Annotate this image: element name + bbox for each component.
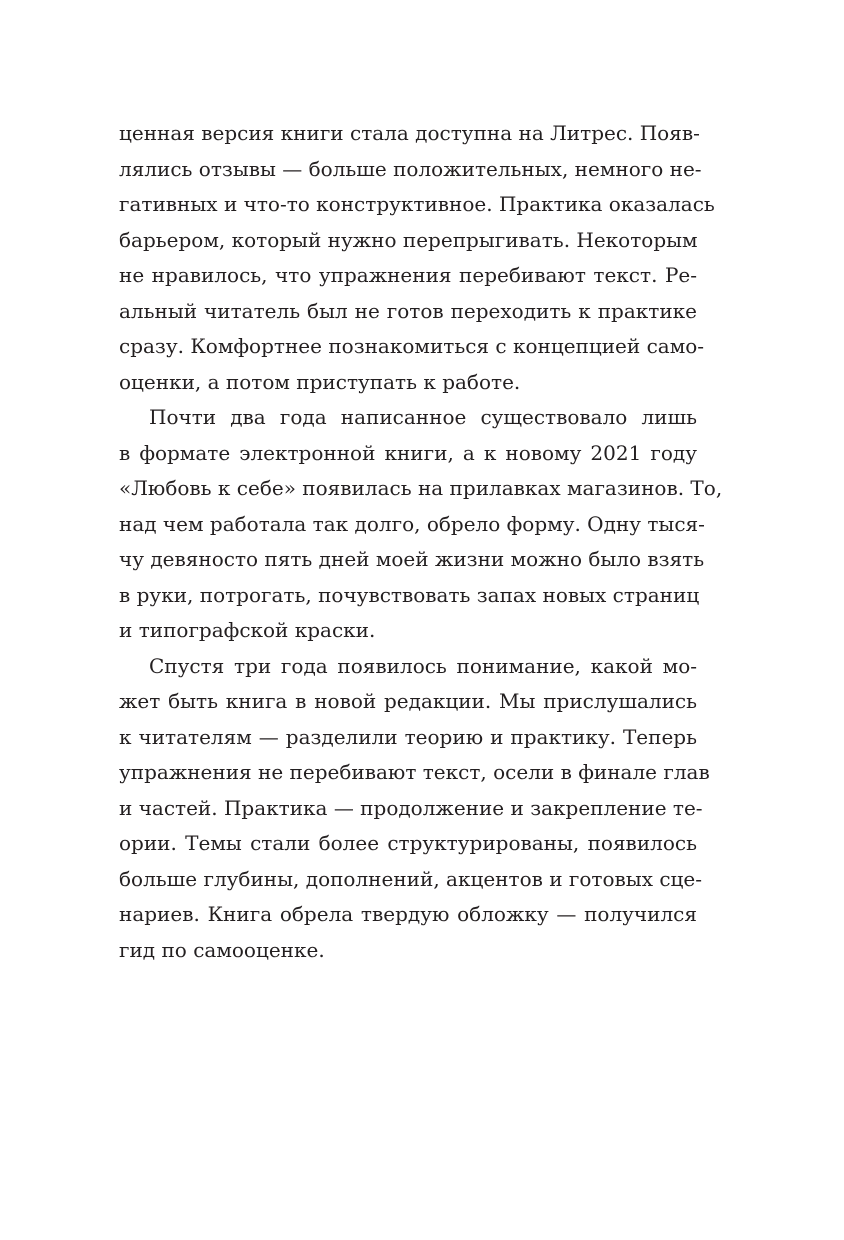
text-line: барьером, который нужно перепрыгивать. Некоторым [119,227,698,252]
text-line: к читателям — разделили теорию и практику. Теперь [119,724,697,749]
text-line: жет быть книга в новой редакции. Мы прислушались [119,689,697,713]
text-line: в формате электронной книги, а к новому 2021 году [119,440,697,465]
text-line: сразу. Комфортнее познакомиться с концепцией само- [119,334,705,358]
text-line: над чем работала так долго, обрело форму. Одну тыся- [119,511,705,536]
text-line: упражнения не перебивают текст, осели в финале глав [119,760,710,784]
paragraph-2 [119,400,723,649]
text-line: и частей. Практика — продолжение и закрепление те- [119,795,703,820]
text-line: больше глубины, дополнений, акцентов и готовых сце- [119,866,703,891]
paragraph-1 [119,116,715,400]
text-line: «Любовь к себе» появилась на прилавках магазинов. То, [119,476,723,500]
text-line: чу девяносто пять дней моей жизни можно было взять [119,547,705,571]
text-line: в руки, потрогать, почувствовать запах новых страниц [119,582,700,607]
body-text [119,116,723,968]
text-line: альный читатель был не готов переходить к практике [119,298,697,323]
text-line: ории. Темы стали более структурированы, появилось [119,831,697,855]
paragraph-3 [119,649,710,969]
text-line: лялись отзывы — больше положительных, немного не- [119,156,702,181]
text-line: не нравилось, что упражнения перебивают текст. Ре- [119,263,697,287]
text-line: ценная версия книги стала доступна на Литрес. Появ- [119,121,700,145]
text-line: Спустя три года появилось понимание, какой мо- [149,653,697,678]
text-line: и типографской краски. [119,618,376,642]
text-line: Почти два года написанное существовало лишь [149,405,697,429]
text-line: нариев. Книга обрела твердую обложку — получился [119,902,697,926]
text-line: гид по самооценке. [119,937,325,962]
text-line: оценки, а потом приступать к работе. [119,369,521,394]
text-line: гативных и что-то конструктивное. Практика оказалась [119,192,715,216]
